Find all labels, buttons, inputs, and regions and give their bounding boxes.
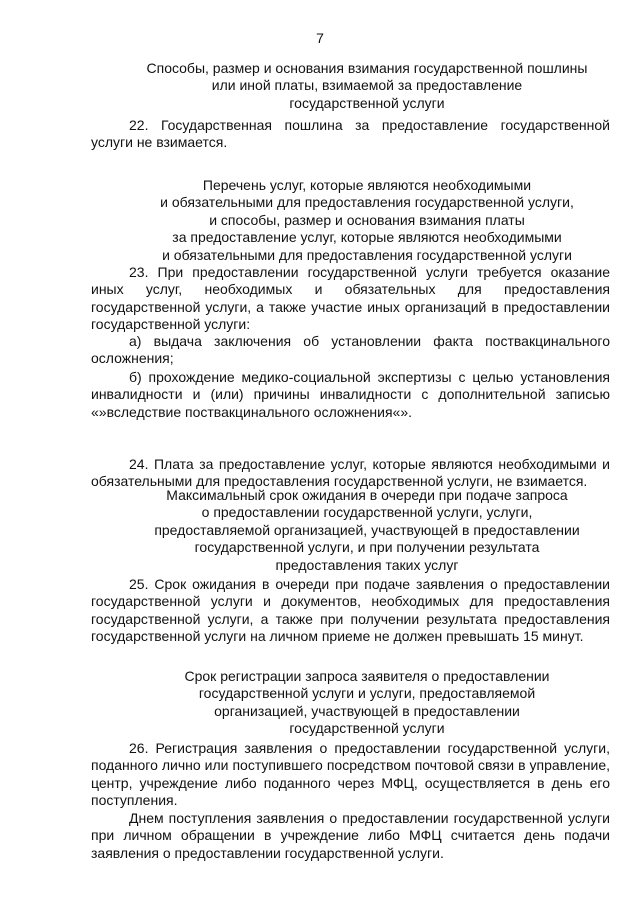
paragraph-26: 26. Регистрация заявления о предоставлении государственной услуги, поданного лично или поступившего посредством почтовой связи в управление, центр, учреждение либо поданного через МФЦ, осуществляется в день его поступления. — [91, 740, 610, 809]
section-heading-waiting-time: Максимальный срок ожидания в очереди при подаче запроса о предоставлении государственной услуги, услуги, предоставляемой организацией, участвующей в предоставлении государственной услуги, и при получении результата предоставления таких услуг — [154, 487, 580, 573]
paragraph-22: 22. Государственная пошлина за предоставление государственной услуги не взимается. — [91, 117, 610, 151]
paragraph-23-b: б) прохождение медико-социальной экспертизы с целью установления инвалидности и (или) причины инвалидности с дополнительной записью «»вследствие поствакцинального осложнения«». — [91, 369, 610, 420]
section-heading-fee: Способы, размер и основания взимания государственной пошлины или иной платы, взимаемой за предоставление государственной услуги — [146, 60, 588, 111]
page-number: 7 — [316, 30, 324, 46]
section-heading-registration-time: Срок регистрации запроса заявителя о предоставлении государственной услуги и услуги, предоставляемой организацией, участвующей в предоставлении государственной услуги — [184, 668, 550, 737]
paragraph-26-continued: Днем поступления заявления о предоставлении государственной услуги при личном обращении в учреждение либо МФЦ считается день подачи заявления о предоставлении государственной услуги. — [91, 810, 610, 861]
paragraph-24: 24. Плата за предоставление услуг, которые являются необходимыми и обязательными для предоставления государственной услуги, не взимается. — [91, 456, 610, 490]
paragraph-23: 23. При предоставлении государственной услуги требуется оказание иных услуг, необходимых и обязательных для предоставления государственной услуги, а также участие иных организаций в предоставлении государственной услуги: — [91, 264, 610, 333]
paragraph-23-a: а) выдача заключения об установлении факта поствакцинального осложнения; — [91, 333, 610, 367]
paragraph-25: 25. Срок ожидания в очереди при подаче заявления о предоставлении государственной услуги и документов, необходимых для предоставления государственной услуги, а также при получении результата предоставления государственной услуги на личном приеме не должен превышать 15 минут. — [91, 576, 610, 645]
section-heading-required-services: Перечень услуг, которые являются необходимыми и обязательными для предоставления государственной услуги, и способы, размер и основания взимания платы за предоставление услуг, которые являются необходимыми и обязательными для предоставления государственной услуги — [160, 177, 574, 263]
